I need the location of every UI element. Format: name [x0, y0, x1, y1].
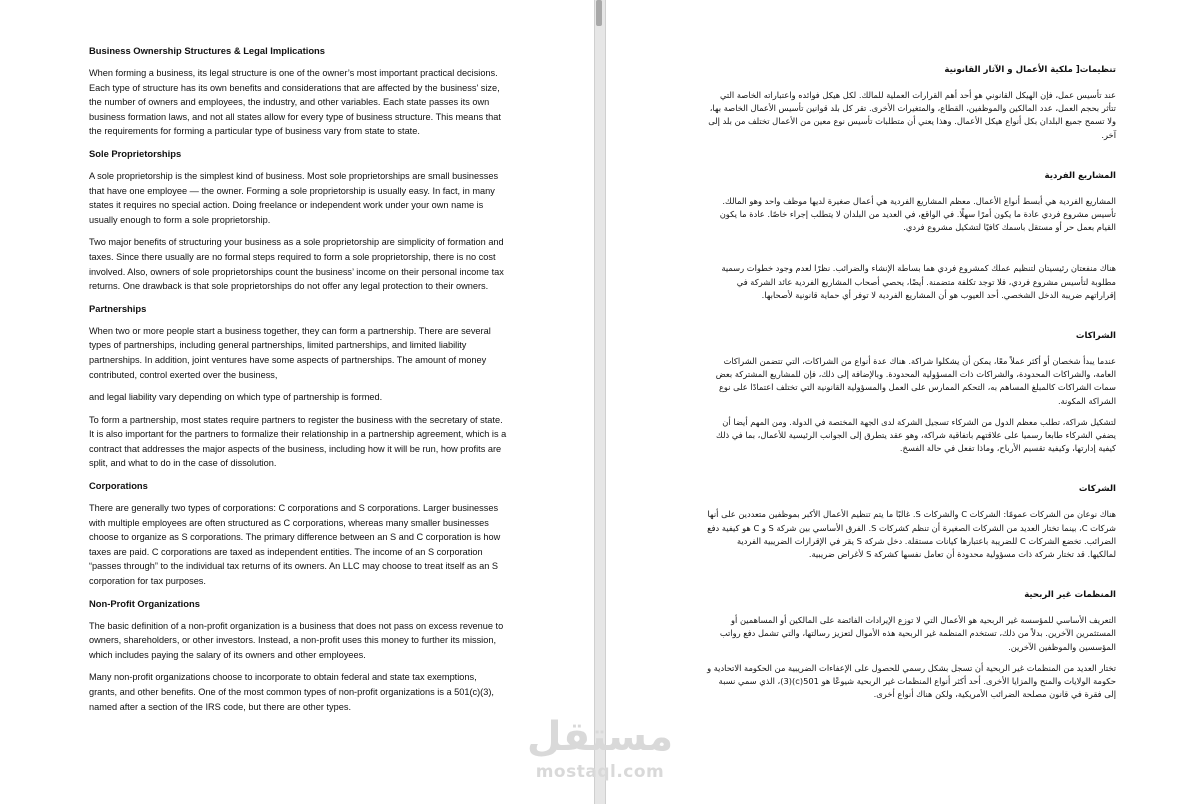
paragraph: To form a partnership, most states require partners to register the business with the secretary of state. It is also important for the partners to formalize their relationship in a partnership agreement, which is a contract that addresses the major aspects of the business, including how it will be run, how profits are split, and what to do in the case of dissolution.: [89, 414, 507, 469]
arabic-page: [606, 0, 1200, 804]
section-heading-non-profit: Non-Profit Organizations: [89, 597, 200, 609]
paragraph-arabic: التعريف الأساسي للمؤسسة غير الربحية هو الأعمال التي لا توزع الإيرادات الفائضة على المالكين أو المساهمين أو المستثمرين الآخرين. بدلاً من ذلك، تستخدم المنظمة غير الربحية هذه الأموال لتعزيز رسالتها، والتي تشمل دفع رواتب المؤسسين والموظفين الآخرين.: [719, 615, 1116, 652]
paragraph-arabic: هناك منفعتان رئيسيتان لتنظيم عملك كمشروع فردي هما بساطة الإنشاء والضرائب. نظرًا لعدم وجود خطوات رسمية مطلوبة لتأسيس مشروع فردي، فلا توجد تكلفة متضمنة. أيضًا، يحصي أصحاب المشاريع الفردية عائد الشركة في إقراراتهم ضريبة الدخل الشخصي. أحد العيوب هو أن المشاريع الفردية لا توفر أي حماية قانونية لأصحابها.: [721, 263, 1116, 300]
paragraph-arabic: تختار العديد من المنظمات غير الربحية أن تسجل بشكل رسمي للحصول على الإعفاءات الضريبية من الحكومة الاتحادية و حكومة الولايات والمنح والمزايا الأخرى. أحد أكثر أنواع المنظمات غير الربحية شيوعًا هو 501(c)(3)، الذي سمي نسبة إلى فقرة في قانون مصلحة الضرائب الأمريكية، ولكن هناك أنواع أخرى.: [707, 662, 1116, 700]
paragraph-arabic: لتشكيل شراكة، تطلب معظم الدول من الشركاء تسجيل الشركة لدى الجهة المختصة في الدولة. ومن المهم أيضا أن يضفي الشركاء طابعا رسميا على علاقتهم باتفاقية شراكة، وهو عقد يتطرق إلى الجوانب الرئيسية للأعمال، بما في ذلك كيفية إدارتها، وكيفية تقسيم الأرباح، وماذا تفعل في حالة الفسخ.: [716, 416, 1116, 454]
section-heading-non-profit-arabic: المنظمات غير الربحية: [1024, 590, 1116, 601]
document-title: Business Ownership Structures & Legal Implications: [89, 45, 325, 56]
section-heading-corporations-arabic: الشركات: [1078, 484, 1116, 495]
section-heading-partnerships: Partnerships: [89, 302, 147, 314]
paragraph-arabic: عندما يبدأ شخصان أو أكثر عملاً معًا، يمكن أن يشكلوا شراكة. هناك عدة أنواع من الشراكات، التي تتضمن الشراكات العامة، والشراكات المحدودة، والشراكات ذات المسؤولية المحدودة. وبالإضافة إلى ذلك، فإن للمشاريع المشتركة بعض سمات الشراكات كالمبلغ المساهم به، التحكم الممارس على العمل والمسؤولية القانونية التي تختلف اعتمادًا على نوع الشراكة المكونة.: [715, 356, 1116, 406]
paragraph: and legal liability vary depending on which type of partnership is formed.: [89, 392, 383, 403]
paragraph-arabic: المشاريع الفردية هي أبسط أنواع الأعمال. معظم المشاريع الفردية هي أعمال صغيرة لديها موظف واحد وهو المالك. تأسيس مشروع فردي عادة ما يكون أمرًا سهلًا. في الواقع، في العديد من البلدان لا يتطلب إجراء خاصًا. عادة ما يكون القيام بعمل حر أو مستقل باسمك كافيًا لتشكيل مشروع فردي.: [719, 195, 1116, 233]
paragraph: When two or more people start a business together, they can form a partnership. There are several types of partnerships, including general partnerships, limited partnerships, and limited liability partnerships. In addition, joint ventures have some aspects of partnerships. The amount of money contributed, control exerted over the business,: [89, 325, 491, 380]
paragraph: Two major benefits of structuring your business as a sole proprietorship are simplicity of formation and taxes. Since there usually are no formal steps required to form a sole proprietorship, there is no cost involved. Also, owners of sole proprietorships count the business’ income on their personal income tax returns. One drawback is that sole proprietorships do not offer any legal protection to their owners.: [89, 237, 504, 292]
intro-paragraph-arabic: عند تأسيس عمل، فإن الهيكل القانوني هو أحد أهم القرارات العملية للمالك. لكل هيكل فوائده واعتباراته الخاصة التي تتأثر بحجم العمل، عدد المالكين والموظفين، القطاع، والمتغيرات الأخرى. تقر كل بلد قوانين تأسيس الأعمال الخاصة بها، ولا تسمح جميع البلدان بكل أنواع هيكل الأعمال. وهذا يعني أن متطلبات تأسيس نوع معين من الأعمال تختلف من بلد إلى آخر.: [708, 90, 1116, 140]
english-page: [0, 0, 594, 804]
page-divider-scrollbar[interactable]: [594, 0, 606, 804]
paragraph: Many non-profit organizations choose to incorporate to obtain federal and state tax exemptions, grants, and other benefits. One of the most common types of non-profit organizations is a 501(c)(3), named after a section of the IRS code, but there are other types.: [89, 672, 494, 712]
scrollbar-thumb[interactable]: [596, 0, 602, 26]
arabic-column: [706, 64, 1116, 709]
paragraph: There are generally two types of corporations: C corporations and S corporations. Larger businesses with multiple employees are often structured as C corporations, whereas many smaller businesses choose to organize as S corporations. The primary difference between an S and C corporation is how taxes are paid. C corporations are taxed as independent entities. The income of an S corporation “passes through” to the individual tax returns of its owners. An LLC may choose to treat itself as an S corporation for tax purposes.: [89, 503, 501, 587]
section-heading-sole-proprietorships-arabic: المشاريع الفردية: [1044, 170, 1116, 181]
paragraph: A sole proprietorship is the simplest kind of business. Most sole proprietorships are small businesses that have one employee — the owner. Forming a sole proprietorship is usually easy. In fact, in many states it requires no special action. Doing freelance or independent work under your own name is usually enough to form a sole proprietorship.: [89, 170, 499, 225]
mostaql-watermark: [520, 712, 680, 792]
english-column: [89, 44, 507, 722]
intro-paragraph: When forming a business, its legal structure is one of the owner’s most important practical decisions. Each type of structure has its own benefits and considerations that are affected by the business' size, the number of owners and employees, the industry, and other variables. Each state passes its own business formation laws, and not all states allow for every type of business structure. This means that the requirements for forming a particular type of business vary from state to state.: [89, 68, 501, 137]
paragraph-arabic: هناك نوعان من الشركات عمومًا: الشركات C والشركات S. غالبًا ما يتم تنظيم الأعمال الأكبر بموظفين متعددين على أنها شركات C، بينما تختار العديد من الشركات الصغيرة أن تنظم كشركات S. الفرق الأساسي بين شركة S و C هو كيفية دفع الضرائب. تخضع الشركات C للضريبة باعتبارها كيانات مستقلة. دخل شركة S يقر في الإقرارات الضريبية الفردية لمالكيها. قد تختار شركة ذات مسؤولية محدودة أن تعامل نفسها كشركة S لأغراض ضريبية.: [707, 509, 1116, 560]
watermark-latin-text: mostaql.com: [535, 762, 665, 782]
document-title-arabic: تنظيمات[ ملكية الأعمال و الآثار القانونية: [944, 65, 1116, 75]
section-heading-corporations: Corporations: [89, 480, 148, 492]
section-heading-partnerships-arabic: الشراكات: [1075, 331, 1116, 342]
section-heading-sole-proprietorships: Sole Proprietorships: [89, 147, 182, 159]
watermark-arabic-text: مستقل: [526, 714, 674, 760]
paragraph: The basic definition of a non-profit organization is a business that does not pass on excess revenue to owners, shareholders, or other investors. Instead, a non-profit uses this money to further its mission, which includes paying the salary of its owners and other employees.: [89, 620, 504, 660]
